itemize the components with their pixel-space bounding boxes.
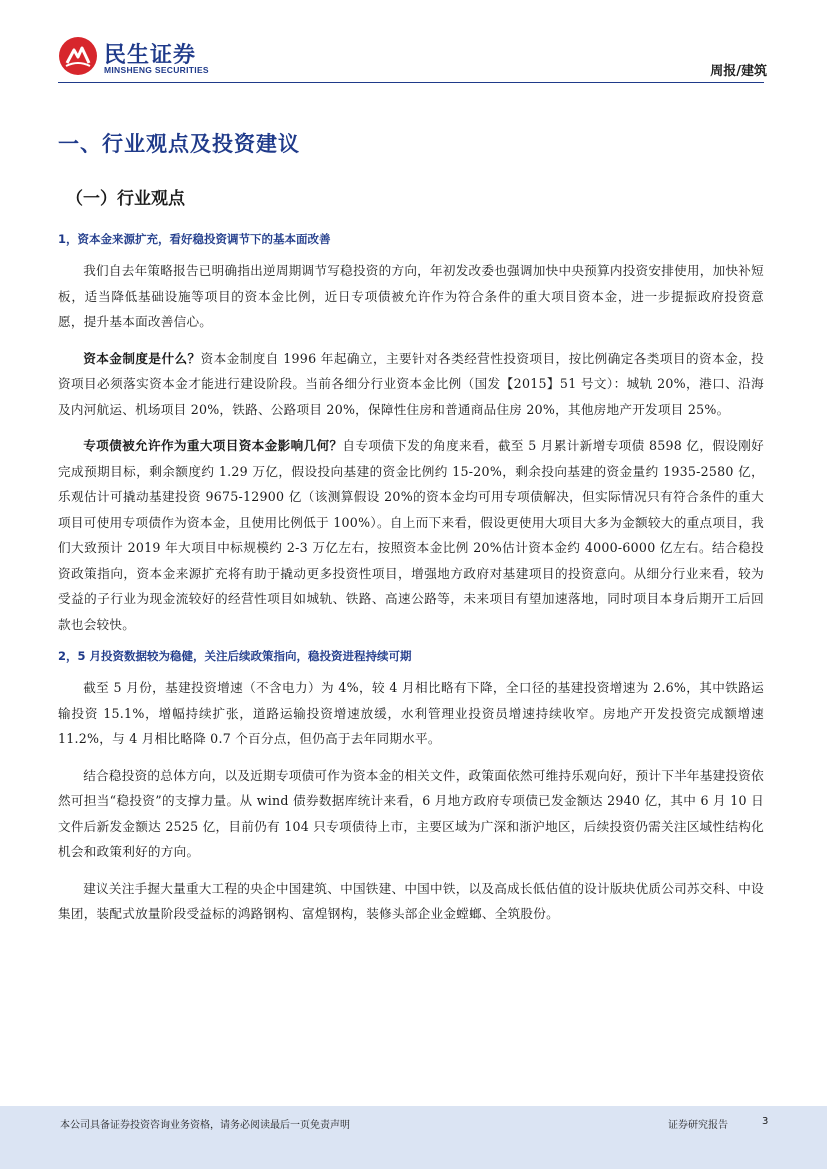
heading-capital-source: 1，资本金来源扩充，看好稳投资调节下的基本面改善 <box>58 232 331 246</box>
heading-may-investment: 2，5 月投资数据较为稳健，关注后续政策指向，稳投资进程持续可期 <box>58 649 412 663</box>
footer-disclaimer: 本公司具备证券投资咨询业务资格，请务必阅读最后一页免责声明 <box>60 1120 350 1131</box>
paragraph-recommendation: 建议关注手握大量重大工程的央企中国建筑、中国铁建、中国中铁，以及高成长低估值的设计版块优质公司苏交科、中设集团，装配式放量阶段受益标的鸿路钢构、富煌钢构，装修头部企业金螳螂、全筑股份。 <box>58 880 764 921</box>
bold-lead-capital-system: 资本金制度是什么？ <box>83 350 201 366</box>
main-content <box>58 120 764 938</box>
paragraph-capital-system <box>58 346 764 423</box>
paragraph-special-bond-impact <box>58 433 764 637</box>
paragraph-capital-system-text: 资本金制度自 1996 年起确立，主要针对各类经营性投资项目，按比例确定各类项目的资本金，投资项目必须落实资本金才能进行建设阶段。当前各细分行业资本金比例（国发【2015】51 号文）：城轨 20%，港口、沿海及内河航运、机场项目 20%，铁路、公路项目 20%，保障性住房和普通商品住房 20%，其他房地产开发项目 25%。 <box>58 350 765 417</box>
paragraph-special-bond-text: 自专项债下发的角度来看，截至 5 月累计新增专项债 8598 亿，假设刚好完成预期目标，剩余额度约 1.29 万亿，假设投向基建的资金比例约 15-20%，剩余投向基建的资金量约 1935-2580 亿，乐观估计可撬动基建投资 9675-12900 亿（该测算假设 20%的资本金均可用专项债解决，但实际情况只有符合条件的重大项目可使用专项债作为资本金，且使用比例低于 100%）。自上而下来看，假设更使用大项目大多为金额较大的重点项目，我们大致预计 2019 年大项目中标规模约 2-3 万亿左右，按照资本金比例 20%估计资本金约 4000-6000 亿左右。结合稳投资政策指向，资本金来源扩充将有助于撬动更多投资性项目，增强地方政府对基建项目的投资意向。从细分行业来看，较为受益的子行业为现金流较好的经营性项目如城轨、铁路、高速公路等，未来项目有望加速落地，同时项目本身后期开工后回款也会较快。 <box>58 438 765 632</box>
brand-name-cn: 民生证券 <box>104 43 197 68</box>
paragraph-outlook: 结合稳投资的总体方向，以及近期专项债可作为资本金的相关文件，政策面依然可维持乐观向好，预计下半年基建投资依然可担当“稳投资”的支撑力量。从 wind 债券数据库统计来看，6 月地方政府专项债已发金额达 2940 亿，其中 6 月 10 日文件后新发金额达 2525 亿，目前仍有 104 只专项债待上市，主要区域为广深和浙沪地区，后续投资仍需关注区域性结构化机会和政策利好的方向。 <box>58 767 764 859</box>
page-footer <box>0 1106 827 1169</box>
paragraph-may-data: 截至 5 月份，基建投资增速（不含电力）为 4%，较 4 月相比略有下降，全口径的基建投资增速为 2.6%，其中铁路运输投资 15.1%，增幅持续扩张，道路运输投资增速放缓，水利管理业投资员增速持续收窄。房地产开发投资完成额增速 11.2%，与 4 月相比略降 0.7 个百分点，但仍高于去年同期水平。 <box>58 680 764 746</box>
paragraph-policy-direction: 我们自去年策略报告已明确指出逆周期调节写稳投资的方向，年初发改委也强调加快中央预算内投资安排使用，加快补短板，适当降低基础设施等项目的资本金比例，近日专项债被允许作为符合条件的重大项目资本金，进一步提振政府投资意愿，提升基本面改善信心。 <box>58 263 764 329</box>
page-number: 3 <box>762 1116 769 1127</box>
minsheng-logo-icon <box>58 36 98 76</box>
brand-name-en: MINSHENG SECURITIES <box>104 65 209 75</box>
footer-report-label: 证券研究报告 <box>668 1120 728 1131</box>
bold-lead-special-bond: 专项债被允许作为重大项目资本金影响几何？ <box>83 438 343 453</box>
section-subtitle: （一）行业观点 <box>66 189 185 209</box>
page-header <box>0 0 827 90</box>
report-type-label: 周报/建筑 <box>710 64 767 79</box>
header-divider <box>58 82 764 83</box>
section-title: 一、行业观点及投资建议 <box>58 132 300 156</box>
